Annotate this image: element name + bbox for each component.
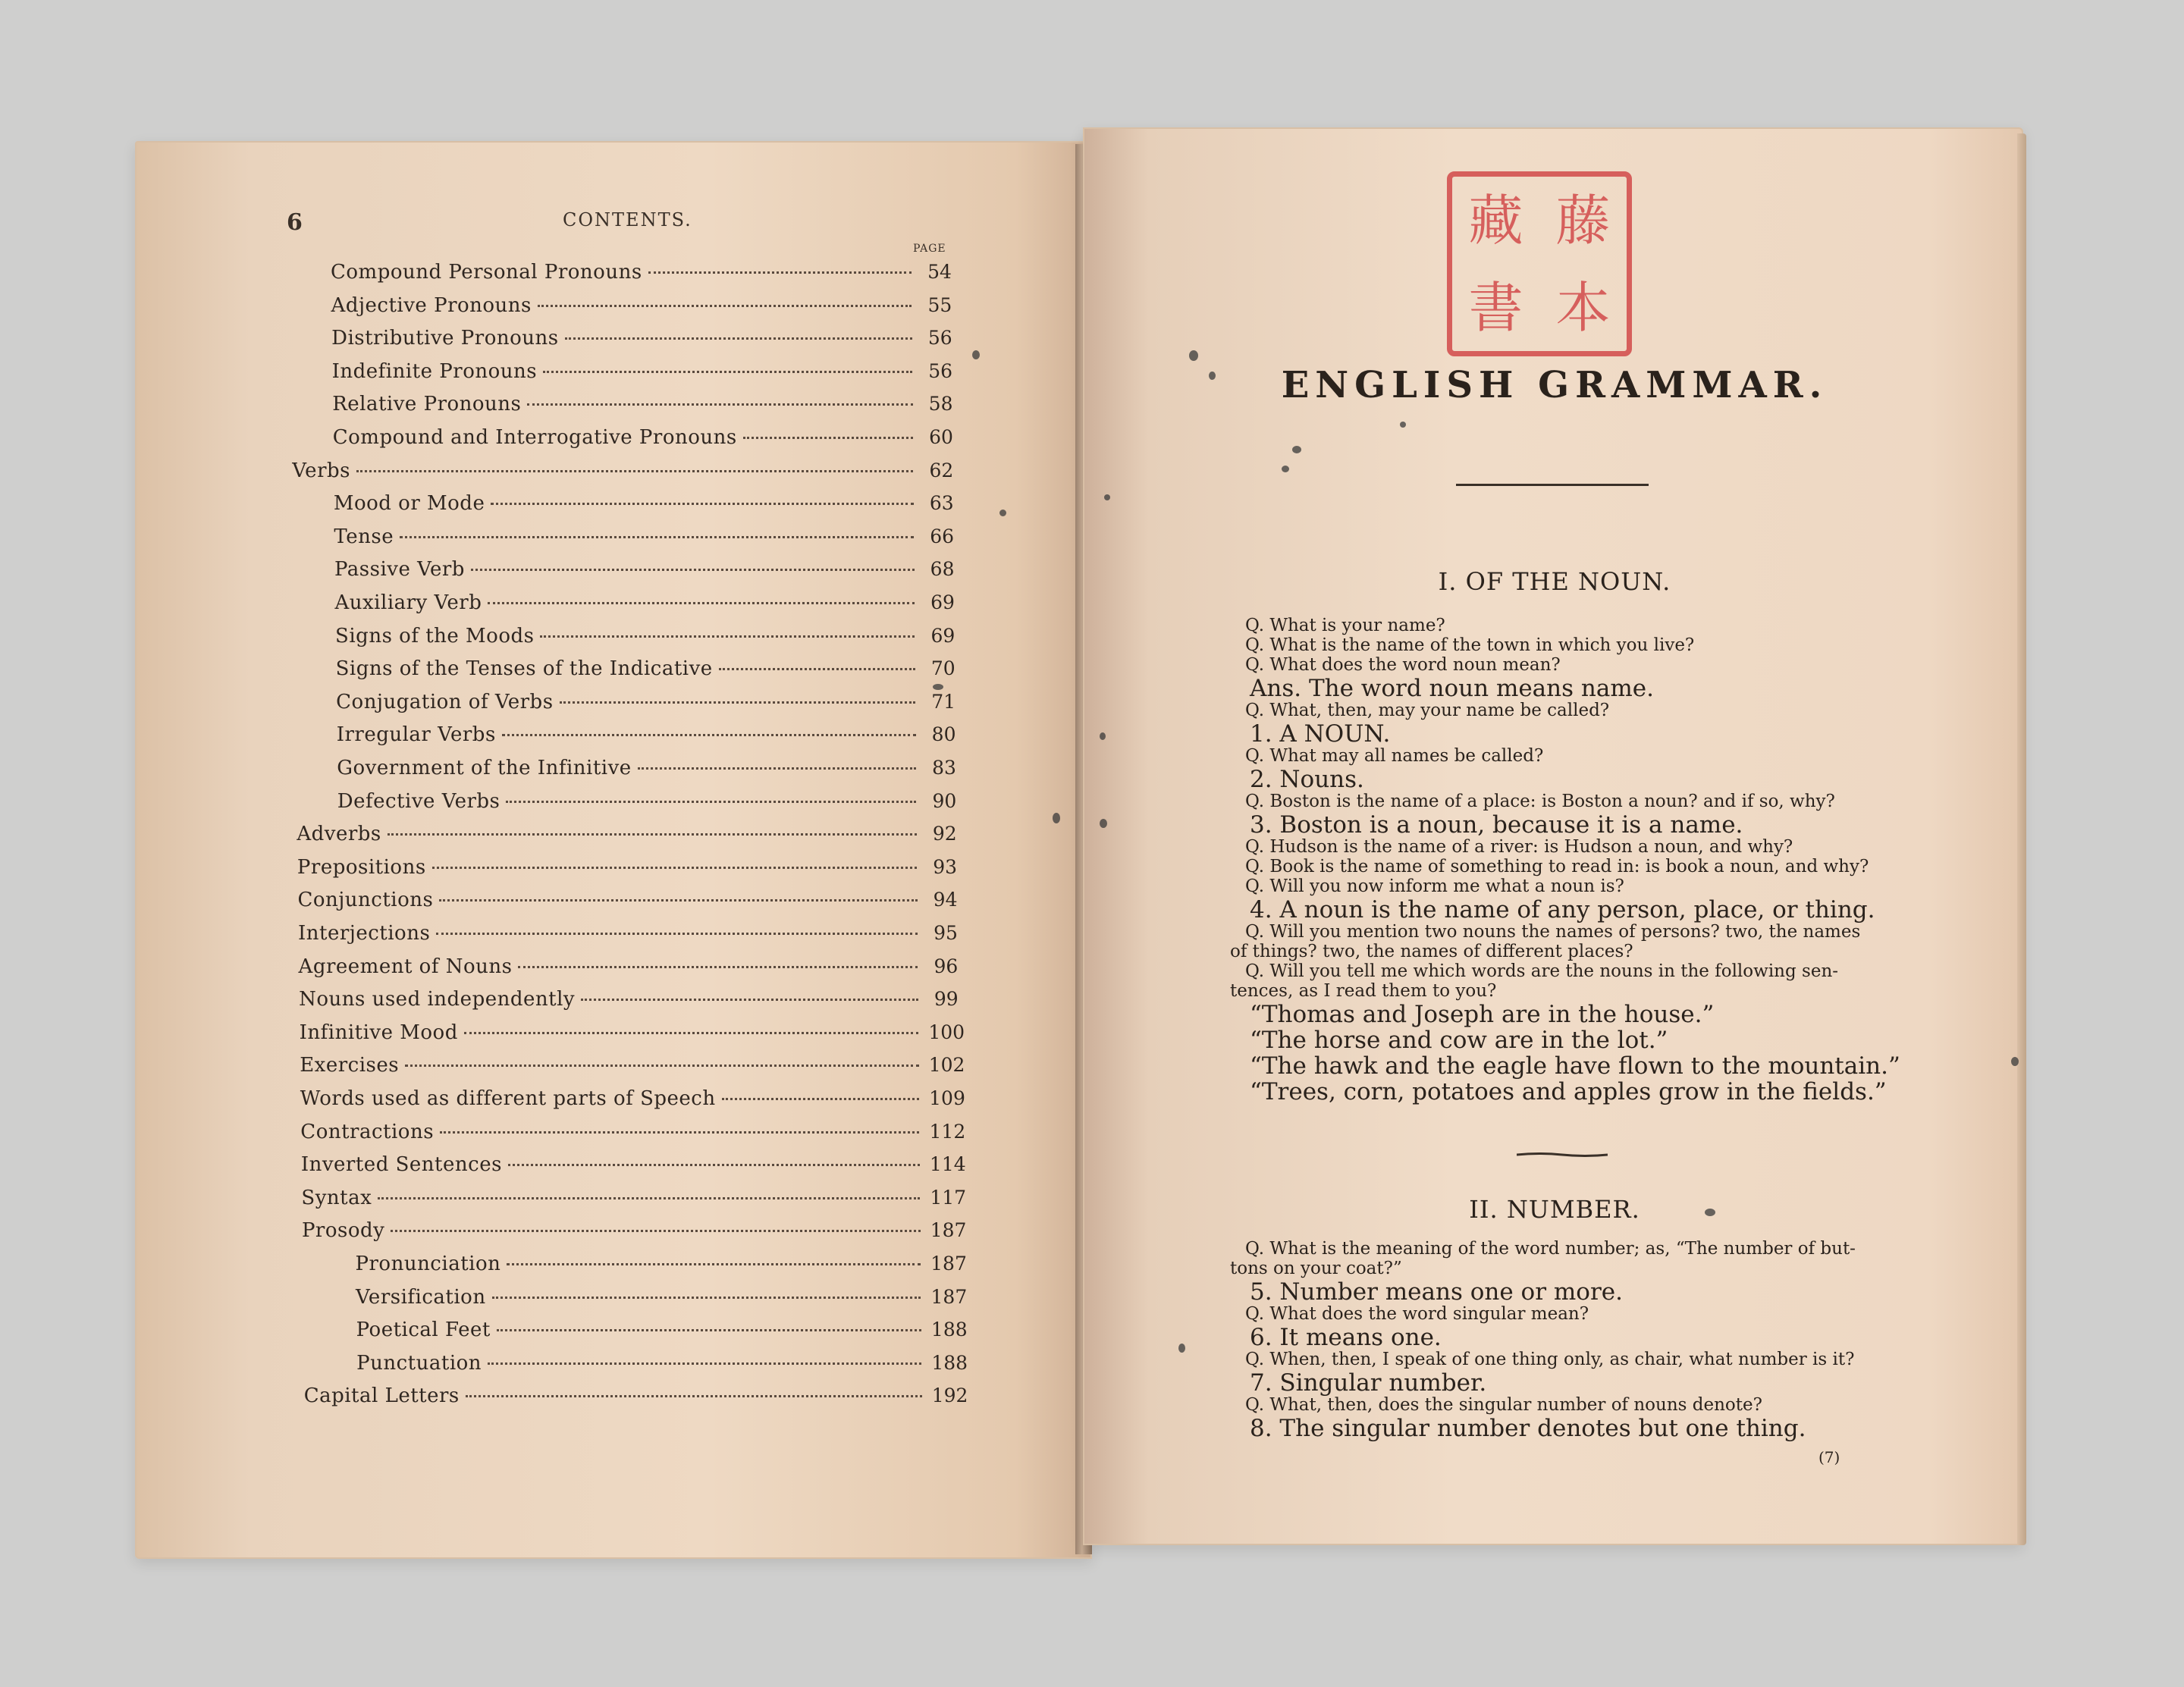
toc-entry xyxy=(356,1352,971,1382)
toc-entry-label: Punctuation xyxy=(356,1351,482,1375)
toc-entry-label: Prosody xyxy=(301,1219,385,1243)
page-column-heading: PAGE xyxy=(913,243,946,255)
toc-entry xyxy=(297,856,967,886)
toc-entry-page: 90 xyxy=(932,789,957,812)
toc-entry-page: 83 xyxy=(932,757,956,779)
dot-leader xyxy=(560,695,916,704)
stain-spot xyxy=(1104,494,1110,500)
dot-leader xyxy=(538,299,912,307)
dot-leader xyxy=(466,1389,922,1397)
toc-entry-page: 187 xyxy=(930,1219,967,1242)
dot-leader xyxy=(508,1158,920,1166)
toc-entry xyxy=(331,327,962,357)
toc-entry-label: Versification xyxy=(356,1285,486,1309)
toc-entry-label: Nouns used independently xyxy=(299,988,576,1011)
stamp-character: 書 xyxy=(1468,275,1523,340)
dot-leader xyxy=(722,1092,919,1100)
toc-entry-page: 58 xyxy=(928,393,953,415)
toc-entry-label: Interjections xyxy=(298,922,431,945)
stain-spot xyxy=(1400,422,1406,428)
toc-entry xyxy=(337,790,967,820)
question-line: Q. What is the name of the town in which you live? xyxy=(1245,635,1695,655)
answer-line: 2. Nouns. xyxy=(1250,766,1364,793)
toc-entry-label: Infinitive Mood xyxy=(299,1021,458,1044)
answer-line: 1. A NOUN. xyxy=(1250,720,1391,748)
stamp-character: 藤 xyxy=(1555,188,1611,252)
dot-leader xyxy=(488,596,915,604)
toc-entry-page: 63 xyxy=(929,492,954,515)
toc-entry-label: Inverted Sentences xyxy=(300,1153,502,1177)
question-line: tences, as I read them to you? xyxy=(1230,981,1497,1001)
answer-line: “Thomas and Joseph are in the house.” xyxy=(1250,1001,1715,1028)
toc-entry-label: Compound and Interrogative Pronouns xyxy=(332,426,737,449)
question-line: Q. What, then, may your name be called? xyxy=(1245,701,1610,720)
toc-entry xyxy=(331,294,962,325)
toc-entry-label: Poetical Feet xyxy=(356,1319,491,1342)
toc-entry-page: 117 xyxy=(930,1186,967,1209)
dot-leader xyxy=(719,662,915,670)
toc-entry-page: 100 xyxy=(928,1021,965,1043)
dot-leader xyxy=(638,761,916,770)
page-edges xyxy=(2017,133,2026,1545)
title-rule xyxy=(1456,484,1649,486)
dot-leader xyxy=(581,992,918,1001)
seal-stamp xyxy=(1447,171,1632,356)
toc-entry xyxy=(299,955,968,986)
toc-entry-page: 56 xyxy=(927,327,952,350)
question-line: Q. Will you tell me which words are the nouns in the following sen- xyxy=(1245,961,1839,981)
toc-entry-label: Syntax xyxy=(301,1186,372,1209)
question-line: Q. Boston is the name of a place: is Boston a noun? and if so, why? xyxy=(1245,792,1835,811)
toc-entry xyxy=(300,1054,968,1084)
question-line: Q. When, then, I speak of one thing only, as chair, what number is it? xyxy=(1245,1350,1855,1369)
left-page-number: 6 xyxy=(287,209,303,236)
toc-entry xyxy=(334,492,964,522)
dot-leader xyxy=(405,1058,918,1067)
toc-entry xyxy=(297,889,967,919)
question-line: Q. What does the word singular mean? xyxy=(1245,1304,1589,1324)
book-title: ENGLISH GRAMMAR. xyxy=(1281,364,1828,406)
dot-leader xyxy=(502,728,916,736)
stain-spot xyxy=(972,350,980,359)
toc-entry-page: 93 xyxy=(933,855,958,878)
toc-entry-page: 192 xyxy=(931,1384,968,1407)
toc-entry-page: 66 xyxy=(930,525,955,547)
toc-entry xyxy=(298,922,968,952)
toc-entry-label: Capital Letters xyxy=(303,1384,460,1408)
toc-entry-label: Adjective Pronouns xyxy=(331,293,532,317)
toc-entry xyxy=(297,823,966,853)
toc-entry-page: 60 xyxy=(929,426,953,448)
answer-line: “The hawk and the eagle have flown to the mountain.” xyxy=(1250,1052,1900,1080)
stain-spot xyxy=(2011,1057,2019,1066)
stain-spot xyxy=(1282,466,1289,472)
contents-heading: CONTENTS. xyxy=(563,209,692,230)
dot-leader xyxy=(356,464,913,472)
toc-entry-page: 55 xyxy=(927,293,952,316)
dot-leader xyxy=(492,1290,921,1299)
section-title-noun: I. OF THE NOUN. xyxy=(1438,567,1671,596)
toc-entry-page: 69 xyxy=(930,624,956,647)
answer-line: 8. The singular number denotes but one thing. xyxy=(1250,1415,1806,1442)
dot-leader xyxy=(388,827,917,836)
toc-entry-page: 188 xyxy=(930,1319,968,1341)
dot-leader xyxy=(378,1191,920,1199)
question-line: of things? two, the names of different places? xyxy=(1230,942,1633,961)
toc-entry-label: Adverbs xyxy=(297,823,381,846)
dot-leader xyxy=(527,397,912,406)
stamp-character: 本 xyxy=(1555,275,1611,340)
dot-leader xyxy=(540,629,915,638)
toc-entry-label: Pronunciation xyxy=(355,1253,501,1275)
toc-entry xyxy=(304,1384,972,1415)
toc-entry xyxy=(333,426,963,456)
dot-leader xyxy=(400,530,914,538)
toc-entry-label: Irregular Verbs xyxy=(336,723,496,747)
dot-leader xyxy=(436,927,918,935)
toc-entry-page: 56 xyxy=(928,359,953,382)
toc-entry-page: 102 xyxy=(928,1054,965,1077)
toc-entry-label: Indefinite Pronouns xyxy=(331,359,538,383)
toc-entry-label: Auxiliary Verb xyxy=(334,591,482,614)
toc-entry-label: Words used as different parts of Speech xyxy=(300,1087,716,1110)
dot-leader xyxy=(565,331,912,340)
toc-entry-label: Passive Verb xyxy=(334,558,465,582)
section-title-number: II. NUMBER. xyxy=(1469,1195,1640,1224)
toc-entry xyxy=(302,1219,971,1250)
toc-entry xyxy=(336,691,965,721)
toc-entry-page: 70 xyxy=(930,657,956,680)
toc-entry-page: 114 xyxy=(929,1153,966,1176)
toc-entry-page: 94 xyxy=(933,889,958,911)
dot-leader xyxy=(497,1323,921,1331)
toc-entry xyxy=(300,1021,969,1052)
dot-leader xyxy=(440,1125,919,1134)
answer-line: “The horse and cow are in the lot.” xyxy=(1250,1027,1668,1054)
dot-leader xyxy=(507,1257,921,1265)
dot-leader xyxy=(543,365,912,373)
dot-leader xyxy=(391,1224,920,1232)
toc-entry-label: Defective Verbs xyxy=(337,789,500,813)
toc-entry-page: 95 xyxy=(934,922,958,944)
toc-entry-label: Relative Pronouns xyxy=(332,393,522,416)
toc-entry xyxy=(292,459,963,490)
answer-line: 3. Boston is a noun, because it is a name. xyxy=(1250,811,1743,839)
stain-spot xyxy=(999,510,1006,516)
dot-leader xyxy=(471,563,915,571)
toc-entry xyxy=(356,1253,971,1283)
stamp-character: 藏 xyxy=(1468,188,1523,252)
section-ornament xyxy=(1517,1152,1608,1157)
stain-spot xyxy=(1209,372,1216,380)
toc-entry-label: Agreement of Nouns xyxy=(298,955,513,978)
toc-entry-page: 68 xyxy=(930,558,955,581)
question-line: Q. What is your name? xyxy=(1245,616,1445,635)
dot-leader xyxy=(432,861,918,869)
toc-entry-page: 188 xyxy=(931,1351,968,1374)
toc-entry-label: Mood or Mode xyxy=(333,492,485,516)
question-line: Q. What does the word noun mean? xyxy=(1245,655,1561,675)
stain-spot xyxy=(1705,1209,1715,1216)
toc-entry xyxy=(337,723,966,754)
question-line: Q. Hudson is the name of a river: is Hudson a noun, and why? xyxy=(1245,837,1793,857)
toc-entry xyxy=(334,558,965,588)
toc-entry-label: Conjunctions xyxy=(297,889,434,912)
answer-line: Ans. The word noun means name. xyxy=(1250,675,1654,702)
dot-leader xyxy=(648,265,912,274)
answer-line: 5. Number means one or more. xyxy=(1250,1278,1623,1306)
stain-spot xyxy=(1189,350,1198,361)
toc-entry-label: Signs of the Moods xyxy=(335,624,535,648)
stain-spot xyxy=(933,684,943,690)
toc-entry xyxy=(335,591,965,622)
toc-entry-page: 112 xyxy=(929,1120,966,1143)
toc-entry xyxy=(332,393,962,423)
toc-entry-page: 187 xyxy=(930,1285,968,1308)
dot-leader xyxy=(488,1356,921,1365)
folio-number: (7) xyxy=(1818,1448,1840,1466)
stain-spot xyxy=(1100,732,1106,740)
dot-leader xyxy=(439,893,917,902)
toc-entry-label: Prepositions xyxy=(297,855,426,879)
toc-entry-page: 96 xyxy=(934,955,959,977)
toc-entry xyxy=(332,360,963,390)
toc-entry xyxy=(356,1319,971,1349)
toc-entry-label: Compound Personal Pronouns xyxy=(331,261,642,284)
answer-line: 7. Singular number. xyxy=(1250,1369,1487,1397)
toc-entry xyxy=(337,757,966,787)
toc-entry xyxy=(336,657,965,688)
dot-leader xyxy=(518,960,918,968)
answer-line: 4. A noun is the name of any person, place, or thing. xyxy=(1250,896,1875,923)
stain-spot xyxy=(1178,1344,1185,1353)
dot-leader xyxy=(743,431,913,439)
toc-entry-page: 71 xyxy=(931,690,956,713)
toc-entry-label: Government of the Infinitive xyxy=(337,757,632,779)
dot-leader xyxy=(506,795,916,803)
question-line: Q. What, then, does the singular number of nouns denote? xyxy=(1245,1395,1762,1415)
toc-entry-page: 92 xyxy=(932,823,957,845)
toc-entry-page: 62 xyxy=(929,459,954,481)
toc-entry xyxy=(331,261,962,291)
answer-line: 6. It means one. xyxy=(1250,1324,1442,1351)
question-line: Q. What may all names be called? xyxy=(1245,746,1544,766)
toc-entry xyxy=(335,625,965,655)
dot-leader xyxy=(491,497,913,505)
toc-entry-label: Contractions xyxy=(300,1120,435,1143)
toc-entry-page: 69 xyxy=(930,591,955,613)
answer-line: “Trees, corn, potatoes and apples grow in the fields.” xyxy=(1250,1078,1887,1105)
toc-entry-page: 80 xyxy=(931,723,956,746)
stain-spot xyxy=(1053,813,1060,823)
stain-spot xyxy=(1292,446,1301,453)
toc-entry xyxy=(356,1286,971,1316)
stain-spot xyxy=(1100,819,1107,828)
toc-entry-label: Conjugation of Verbs xyxy=(336,690,554,713)
toc-entry-page: 99 xyxy=(934,988,959,1011)
toc-entry xyxy=(300,1087,969,1118)
dot-leader xyxy=(464,1026,918,1034)
toc-entry-label: Exercises xyxy=(300,1054,400,1077)
question-line: Q. Will you mention two nouns the names of persons? two, the names xyxy=(1245,922,1861,942)
toc-entry-label: Distributive Pronouns xyxy=(331,327,559,350)
question-line: Q. Will you now inform me what a noun is? xyxy=(1245,876,1624,896)
toc-entry-page: 187 xyxy=(930,1253,967,1275)
toc-entry xyxy=(301,1153,970,1184)
question-line: tons on your coat?” xyxy=(1230,1259,1402,1278)
toc-entry xyxy=(300,1121,969,1151)
toc-entry xyxy=(334,525,964,556)
toc-entry xyxy=(301,1187,970,1217)
toc-entry xyxy=(299,988,968,1018)
question-line: Q. What is the meaning of the word number; as, “The number of but- xyxy=(1245,1239,1856,1259)
toc-entry-label: Verbs xyxy=(292,459,350,482)
toc-entry-label: Signs of the Tenses of the Indicative xyxy=(335,657,713,681)
toc-entry-page: 109 xyxy=(929,1087,965,1109)
toc-entry-page: 54 xyxy=(927,261,952,283)
question-line: Q. Book is the name of something to read in: is book a noun, and why? xyxy=(1245,857,1869,876)
toc-entry-label: Tense xyxy=(334,525,394,548)
